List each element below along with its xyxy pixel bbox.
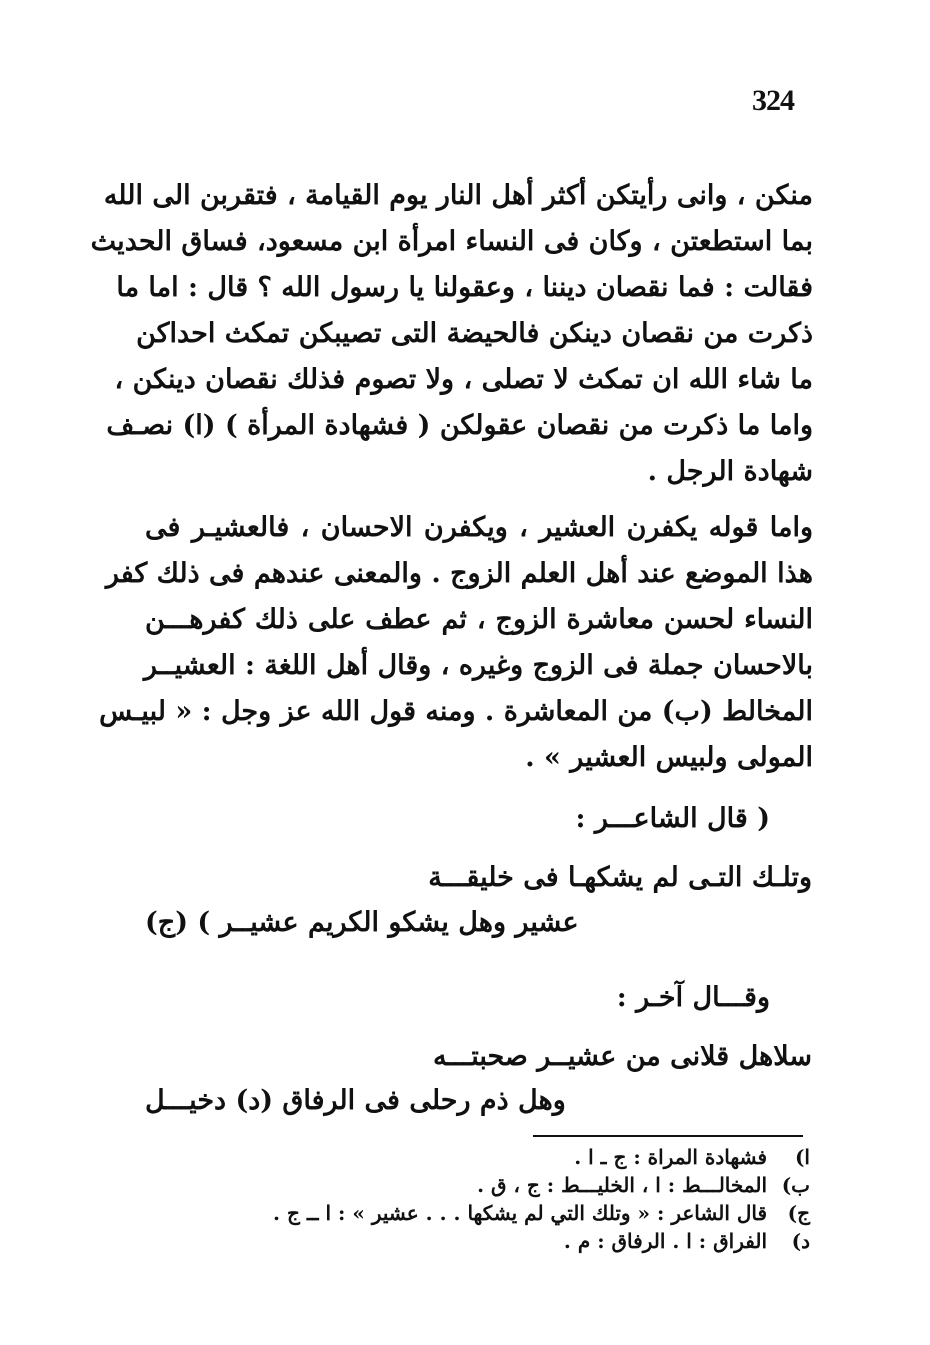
footnotes [210, 1143, 810, 1255]
paragraph-line: ذكرت من نقصان دينكن فالحيضة التى تصيبكن تمكث احداكن [136, 318, 813, 349]
paragraph-line: واما ما ذكرت من نقصان عقولكن ( فشهادة المرأة ) (ا) نصـف [106, 410, 813, 441]
footnote-marker: ج) [787, 1201, 810, 1225]
footnote [210, 1199, 810, 1227]
footnote-marker: د) [791, 1229, 810, 1253]
verse-2-second-hemistich: وهل ذم رحلى فى الرفاق (د) دخيـــل [145, 1085, 566, 1116]
paragraph-line: ما شاء الله ان تمكث لا تصلى ، ولا تصوم فذلك نقصان دينكن ، [114, 364, 813, 395]
footnote [210, 1227, 810, 1255]
verse-1-second-hemistich: عشير وهل يشكو الكريم عشيــر ) (ج) [145, 907, 579, 938]
footnote [210, 1171, 810, 1199]
footnote-marker: ا) [794, 1145, 810, 1169]
verse-1-first-hemistich: وتلـك التـى لم يشكهـا فى خليقـــة [428, 862, 812, 893]
verse-2-intro: وقـــال آخـر : [616, 982, 770, 1013]
footnote [210, 1143, 810, 1171]
paragraph-line: النساء لحسن معاشرة الزوج ، ثم عطف على ذلك كفرهـــن [145, 604, 813, 635]
footnote-divider [533, 1135, 803, 1137]
verse-1-intro: ( قال الشاعـــر : [575, 803, 770, 834]
footnote-marker: ب) [781, 1173, 810, 1197]
paragraph-1 [90, 173, 813, 495]
paragraph-line: واما قوله يكفرن العشير ، ويكفرن الاحسان ، فالعشيـر فى [145, 512, 813, 543]
paragraph-line: المخالط (ب) من المعاشرة . ومنه قول الله عز وجل : « لبيـس [99, 696, 813, 727]
paragraph-line: بما استطعتن ، وكان فى النساء امرأة ابن مسعود، فساق الحديث [90, 226, 813, 257]
paragraph-line: شهادة الرجل . [647, 456, 813, 487]
page-number: 324 [752, 84, 794, 117]
paragraph-line: منكن ، وانى رأيتكن أكثر أهل النار يوم القيامة ، فتقربن الى الله [103, 180, 813, 211]
paragraph-line: بالاحسان جملة فى الزوج وغيره ، وقال أهل اللغة : العشيــر [143, 650, 813, 681]
footnote-text: فشهادة المراة : ج ـ ا . [574, 1145, 768, 1169]
footnote-text: قال الشاعر : « وتلك التي لم يشكها . . . عشير » : ا ــ ج . [273, 1201, 768, 1225]
paragraph-line: فقالت : فما نقصان ديننا ، وعقولنا يا رسول الله ؟ قال : اما ما [116, 272, 813, 303]
paragraph-line: هذا الموضع عند أهل العلم الزوج . والمعنى عندهم فى ذلك كفر [105, 558, 813, 589]
verse-2-first-hemistich: سلاهل قلانى من عشيــر صحبتـــه [433, 1041, 812, 1072]
footnote-text: المخالـــط : ا ، الخليـــط : ج ، ق . [477, 1173, 768, 1197]
paragraph-2 [99, 505, 813, 781]
paragraph-line: المولى ولبيس العشير » . [525, 742, 813, 773]
footnote-text: الفراق : ا . الرفاق : م . [563, 1229, 768, 1253]
